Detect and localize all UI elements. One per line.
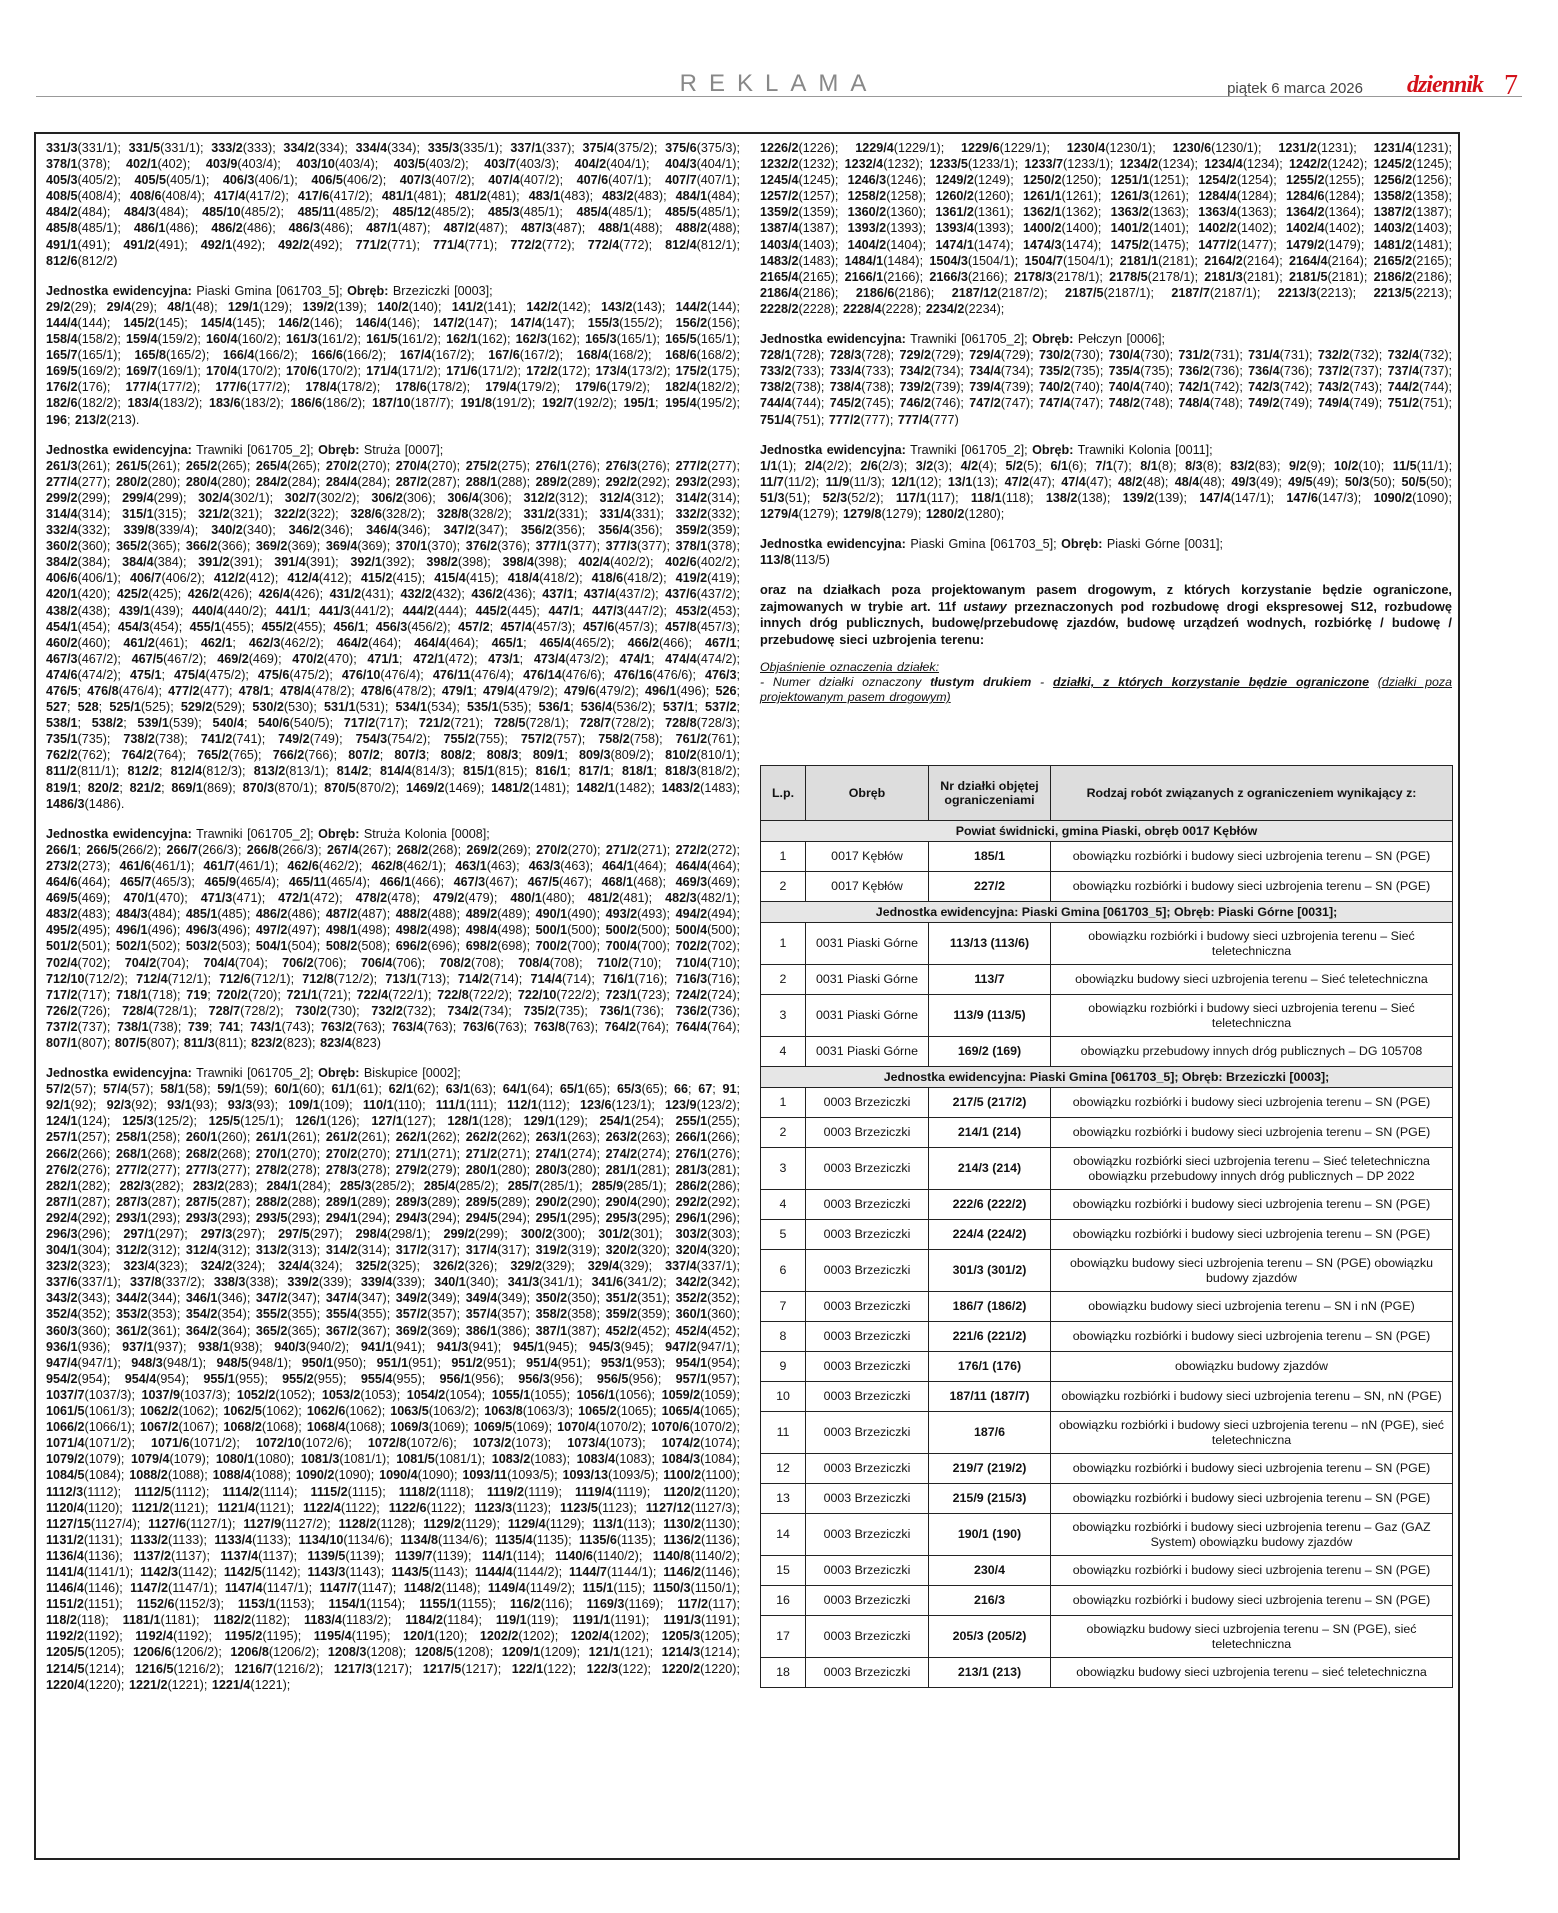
table-row [761,1118,1453,1148]
cell-lp: 2 [761,965,806,995]
cell-nr: 216/3 [929,1586,1051,1616]
cell-obreb: 0003 Brzeziczki [806,1586,929,1616]
cell-lp: 9 [761,1352,806,1382]
cell-nr: 187/11 (187/7) [929,1382,1051,1412]
parcel-list: 266/1; 266/5(266/2); 266/7(266/3); 266/8(266/3); 267/4(267); 268/2(268); 269/2(269); 270/2(270); 271/2(271); 272/2(272); 273/2(273); 461/6(461/1); 461/7(461/1); 462/6(462/2); 462/8(462/1); 463/1(463); 463/3(463); 464/1(464); 464/4(464); 464/6(464); 465/7(465/3); 465/9(465/4); 465/11(465/4); 466/1(466); 467/3(467); 467/5(467); 468/1(468); 469/3(469); 469/5(469); 470/1(470); 471/3(471); 472/1(472); 478/2(478); 479/2(479); 480/1(480); 481/2(481); 482/3(482/1); 483/2(483); 484/3(484); 485/1(485); 486/2(486); 487/2(487); 488/2(488); 489/2(489); 490/1(490); 493/2(493); 494/2(494); 495/2(495); 496/1(496); 496/3(496); 497/2(497); 498/1(498); 498/2(498); 498/4(498); 500/1(500); 500/2(500); 500/4(500); 501/2(501); 502/1(502); 503/2(503); 504/1(504); 508/2(508); 696/2(696); 698/2(698); 700/2(700); 700/4(700); 702/2(702); 702/4(702); 704/2(704); 704/4(704); 706/2(706); 706/4(706); 708/2(708); 708/4(708); 710/2(710); 710/4(710); 712/10(712/2); 712/4(712/1); 712/6(712/1); 712/8(712/2); 713/1(713); 714/2(714); 714/4(714); 716/1(716); 716/3(716); 717/2(717); 718/1(718); 719; 720/2(720); 721/1(721); 722/4(722/1); 722/8(722/2); 722/10(722/2); 723/1(723); 724/2(724); 726/2(726); 728/4(728/1); 728/7(728/2); 730/2(730); 732/2(732); 734/2(734); 735/2(735); 736/1(736); 736/2(736); 737/2(737); 738/1(738); 739; 741; 743/1(743); 763/2(763); 763/4(763); 763/6(763); 763/8(763); 764/2(764); 764/4(764); 807/1(807); 807/5(807); 811/3(811); 823/2(823); 823/4(823) [46,842,741,1050]
section-heading: Jednostka ewidencyjna: Piaski Gmina [061703_5]; Obręb: Piaski Górne [0031]; [760,537,1223,552]
parcel-list: 113/8(113/5) [760,553,830,568]
cell-rodzaj: obowiązku rozbiórki i budowy sieci uzbrojenia terenu – Sieć teletechniczna [1051,923,1453,965]
cell-lp: 3 [761,995,806,1037]
cell-rodzaj: obowiązku rozbiórki i budowy sieci uzbrojenia terenu – SN, nN (PGE) [1051,1382,1453,1412]
cell-rodzaj: obowiązku przebudowy innych dróg publicznych – DG 105708 [1051,1037,1453,1067]
col-header-rodzaj: Rodzaj robót związanych z ograniczeniem wynikający z: [1051,766,1453,821]
cell-rodzaj: obowiązku rozbiórki i budowy sieci uzbrojenia terenu – SN (PGE) [1051,1118,1453,1148]
table-row [761,1190,1453,1220]
issue-date: piątek 6 marca 2026 [1227,80,1363,97]
table-row [761,1220,1453,1250]
col-header-lp: L.p. [761,766,806,821]
table-group-row [761,902,1453,923]
table-row [761,842,1453,872]
cell-nr: 230/4 [929,1556,1051,1586]
right-column [760,140,1452,719]
cell-lp: 4 [761,1037,806,1067]
cell-lp: 1 [761,923,806,965]
cell-rodzaj: obowiązku rozbiórki i budowy sieci uzbrojenia terenu – SN (PGE) [1051,872,1453,902]
cell-nr: 190/1 (190) [929,1514,1051,1556]
cell-nr: 227/2 [929,872,1051,902]
cell-nr: 215/9 (215/3) [929,1484,1051,1514]
table-row [761,1292,1453,1322]
parcel-list: 728/1(728); 728/3(728); 729/2(729); 729/4(729); 730/2(730); 730/4(730); 731/2(731); 731/4(731); 732/2(732); 732/4(732); 733/2(733); 733/4(733); 734/2(734); 734/4(734); 735/2(735); 735/4(735); 736/2(736); 736/4(736); 737/2(737); 737/4(737); 738/2(738); 738/4(738); 739/2(739); 739/4(739); 740/2(740); 740/4(740); 742/1(742); 742/3(742); 743/2(743); 744/2(744); 744/4(744); 745/2(745); 746/2(746); 747/2(747); 747/4(747); 748/2(748); 748/4(748); 749/2(749); 749/4(749); 751/2(751); 751/4(751); 777/2(777); 777/4(777) [760,348,1453,427]
section-heading: Jednostka ewidencyjna: Trawniki [061705_2]; Obręb: Biskupice [0002]; [46,1066,461,1081]
legend-explanation [760,660,1452,705]
cell-lp: 18 [761,1658,806,1688]
cell-nr: 301/3 (301/2) [929,1250,1051,1292]
cell-obreb: 0003 Brzeziczki [806,1556,929,1586]
cell-obreb: 0017 Kębłów [806,842,929,872]
cell-lp: 3 [761,1148,806,1190]
section-heading: Jednostka ewidencyjna: Trawniki [061705_2]; Obręb: Pełczyn [0006]; [760,332,1165,347]
cell-nr: 113/7 [929,965,1051,995]
table-row [761,1514,1453,1556]
cell-rodzaj: obowiązku budowy sieci uzbrojenia terenu – sieć teletechniczna [1051,1658,1453,1688]
restrictions-table [760,765,1453,1688]
cell-obreb: 0003 Brzeziczki [806,1088,929,1118]
table-row [761,923,1453,965]
cell-rodzaj: obowiązku budowy zjazdów [1051,1352,1453,1382]
cell-lp: 16 [761,1586,806,1616]
table-row [761,1586,1453,1616]
cell-rodzaj: obowiązku rozbiórki i budowy sieci uzbrojenia terenu – SN (PGE) [1051,1454,1453,1484]
table-row [761,1454,1453,1484]
table-group-title: Jednostka ewidencyjna: Piaski Gmina [061703_5]; Obręb: Piaski Górne [0031]; [761,902,1453,923]
col-header-obreb: Obręb [806,766,929,821]
cell-obreb: 0003 Brzeziczki [806,1514,929,1556]
cell-obreb: 0003 Brzeziczki [806,1484,929,1514]
page-header [0,0,1558,110]
cell-nr: 213/1 (213) [929,1658,1051,1688]
cell-lp: 14 [761,1514,806,1556]
cell-rodzaj: obowiązku budowy sieci uzbrojenia terenu – Sieć teletechniczna [1051,965,1453,995]
page-number: 7 [1504,70,1518,101]
cell-lp: 5 [761,1220,806,1250]
cell-rodzaj: obowiązku rozbiórki i budowy sieci uzbrojenia terenu – SN (PGE) [1051,842,1453,872]
cell-nr: 185/1 [929,842,1051,872]
section-heading: Jednostka ewidencyjna: Trawniki [061705_2]; Obręb: Struża [0007]; [46,442,444,457]
cell-lp: 11 [761,1412,806,1454]
cell-lp: 4 [761,1190,806,1220]
cell-obreb: 0003 Brzeziczki [806,1352,929,1382]
table-row [761,1037,1453,1067]
cell-obreb: 0003 Brzeziczki [806,1382,929,1412]
cell-rodzaj: obowiązku rozbiórki i budowy sieci uzbrojenia terenu – SN (PGE) [1051,1484,1453,1514]
cell-obreb: 0003 Brzeziczki [806,1220,929,1250]
cell-lp: 6 [761,1250,806,1292]
cell-rodzaj: obowiązku rozbiórki sieci uzbrojenia terenu – Sieć teletechniczna obowiązku przebudowy innych dróg publicznych – DP 2022 [1051,1148,1453,1190]
col-header-nr: Nr działki objętej ograniczeniami [929,766,1051,821]
cell-lp: 7 [761,1292,806,1322]
table-row [761,1352,1453,1382]
parcel-list: 261/3(261); 261/5(261); 265/2(265); 265/4(265); 270/2(270); 270/4(270); 275/2(275); 276/1(276); 276/3(276); 277/2(277); 277/4(277); 280/2(280); 280/4(280); 284/2(284); 284/4(284); 287/2(287); 288/1(288); 289/2(289); 292/2(292); 293/2(293); 299/2(299); 299/4(299); 302/4(302/1); 302/7(302/2); 306/2(306); 306/4(306); 312/2(312); 312/4(312); 314/2(314); 314/4(314); 315/1(315); 321/2(321); 322/2(322); 328/6(328/2); 328/8(328/2); 331/2(331); 331/4(331); 332/2(332); 332/4(332); 339/8(339/4); 340/2(340); 346/2(346); 346/4(346); 347/2(347); 356/2(356); 356/4(356); 359/2(359); 360/2(360); 365/2(365); 366/2(366); 369/2(369); 369/4(369); 370/1(370); 376/2(376); 377/1(377); 377/3(377); 378/1(378); 384/2(384); 384/4(384); 391/2(391); 391/4(391); 392/1(392); 398/2(398); 398/4(398); 402/4(402/2); 402/6(402/2); 406/6(406/1); 406/7(406/2); 412/2(412); 412/4(412); 415/2(415); 415/4(415); 418/4(418/2); 418/6(418/2); 419/2(419); 420/1(420); 425/2(425); 426/2(426); 426/4(426); 431/2(431); 432/2(432); 436/2(436); 437/1; 437/4(437/2); 437/6(437/2); 438/2(438); 439/1(439); 440/4(440/2); 441/1; 441/3(441/2); 444/2(444); 445/2(445); 447/1; 447/3(447/2); 453/2(453); 454/1(454); 454/3(454); 455/1(455); 455/2(455); 456/1; 456/3(456/2); 457/2; 457/4(457/3); 457/6(457/3); 457/8(457/3); 460/2(460); 461/2(461); 462/1; 462/3(462/2); 464/2(464); 464/4(464); 465/1; 465/4(465/2); 466/2(466); 467/1; 467/3(467/2); 467/5(467/2); 469/2(469); 470/2(470); 471/1; 472/1(472); 473/1; 473/4(473/2); 474/1; 474/4(474/2); 474/6(474/2); 475/1; 475/4(475/2); 475/6(475/2); 476/10(476/4); 476/11(476/4); 476/14(476/6); 476/16(476/6); 476/3; 476/5; 476/8(476/4); 477/2(477); 478/1; 478/4(478/2); 478/6(478/2); 479/1; 479/4(479/2); 479/6(479/2); 496/1(496); 526; 527; 528; 525/1(525); 529/2(529); 530/2(530); 531/1(531); 534/1(534); 535/1(535); 536/1; 536/4(536/2); 537/1; 537/2; 538/1; 538/2; 539/1(539); 540/4; 540/6(540/5); 717/2(717); 721/2(721); 728/5(728/1); 728/7(728/2); 728/8(728/3); 735/1(735); 738/2(738); 741/2(741); 749/2(749); 754/3(754/2); 755/2(755); 757/2(757); 758/2(758); 761/2(761); 762/2(762); 764/2(764); 765/2(765); 766/2(766); 807/2; 807/3; 808/2; 808/3; 809/1; 809/3(809/2); 810/2(810/1); 811/2(811/1); 812/2; 812/4(812/3); 813/2(813/1); 814/2; 814/4(814/3); 815/1(815); 816/1; 817/1; 818/1; 818/3(818/2); 819/1; 820/2; 821/2; 869/1(869); 870/3(870/1); 870/5(870/2); 1469/2(1469); 1481/2(1481); 1482/1(1482); 1483/2(1483); 1486/3(1486). [46,458,741,811]
cell-nr: 221/6 (221/2) [929,1322,1051,1352]
legend-text: - Numer działki oznaczony tłustym drukiem - działki, z których korzystanie będzie ograniczone (działki poza projektowanym pasem drogowym) [760,675,1453,705]
cell-nr: 113/9 (113/5) [929,995,1051,1037]
table-group-row [761,821,1453,842]
cell-obreb: 0003 Brzeziczki [806,1616,929,1658]
cell-obreb: 0003 Brzeziczki [806,1118,929,1148]
table-row [761,1658,1453,1688]
cell-rodzaj: obowiązku rozbiórki i budowy sieci uzbrojenia terenu – SN (PGE) [1051,1190,1453,1220]
cell-lp: 10 [761,1382,806,1412]
notice-paragraph: oraz na działkach poza projektowanym pasem drogowym, z których korzystanie będzie ograniczone, zajmowanych w trybie art. 11f ustawy przeznaczonych pod rozbudowę drogi ekspresowej S12, rozbudowę innych dróg publicznych, budowę/przebudowę zjazdów, budowę urządzeń wodnych, rozbiórkę / budowę / przebudowę sieci uzbrojenia terenu: [760,582,1452,647]
cell-nr: 176/1 (176) [929,1352,1051,1382]
table-row [761,872,1453,902]
table-row [761,1412,1453,1454]
table-row [761,1382,1453,1412]
parcel-list: 331/3(331/1); 331/5(331/1); 333/2(333); 334/2(334); 334/4(334); 335/3(335/1); 337/1(337); 375/4(375/2); 375/6(375/3); 378/1(378); 402/1(402); 403/9(403/4); 403/10(403/4); 403/5(403/2); 403/7(403/3); 404/2(404/1); 404/3(404/1); 405/3(405/2); 405/5(405/1); 406/3(406/1); 406/5(406/2); 407/3(407/2); 407/4(407/2); 407/6(407/1); 407/7(407/1); 408/5(408/4); 408/6(408/4); 417/4(417/2); 417/6(417/2); 481/1(481); 481/2(481); 483/1(483); 483/2(483); 484/1(484); 484/2(484); 484/3(484); 485/10(485/2); 485/11(485/2); 485/12(485/2); 485/3(485/1); 485/4(485/1); 485/5(485/1); 485/8(485/1); 486/1(486); 486/2(486); 486/3(486); 487/1(487); 487/2(487); 487/3(487); 488/1(488); 488/2(488); 491/1(491); 491/2(491); 492/1(492); 492/2(492); 771/2(771); 771/4(771); 772/2(772); 772/4(772); 812/4(812/1); 812/6(812/2) [46,141,741,268]
cell-lp: 2 [761,1118,806,1148]
cell-obreb: 0003 Brzeziczki [806,1292,929,1322]
cell-rodzaj: obowiązku rozbiórki i budowy sieci uzbrojenia terenu – SN (PGE) [1051,1088,1453,1118]
cell-obreb: 0031 Piaski Górne [806,965,929,995]
left-column [46,140,740,1707]
cell-nr: 187/6 [929,1412,1051,1454]
cell-lp: 1 [761,1088,806,1118]
table-row [761,1484,1453,1514]
cell-lp: 13 [761,1484,806,1514]
cell-obreb: 0031 Piaski Górne [806,923,929,965]
cell-obreb: 0003 Brzeziczki [806,1190,929,1220]
cell-rodzaj: obowiązku rozbiórki i budowy sieci uzbrojenia terenu – SN (PGE) [1051,1586,1453,1616]
cell-lp: 2 [761,872,806,902]
table-row [761,965,1453,995]
cell-lp: 8 [761,1322,806,1352]
cell-rodzaj: obowiązku rozbiórki i budowy sieci uzbrojenia terenu – Sieć teletechniczna [1051,995,1453,1037]
table-group-row [761,1067,1453,1088]
cell-nr: 219/7 (219/2) [929,1454,1051,1484]
cell-obreb: 0003 Brzeziczki [806,1454,929,1484]
newspaper-logo: dziennik [1406,72,1483,98]
cell-nr: 169/2 (169) [929,1037,1051,1067]
cell-obreb: 0003 Brzeziczki [806,1412,929,1454]
cell-lp: 17 [761,1616,806,1658]
cell-rodzaj: obowiązku budowy sieci uzbrojenia terenu – SN (PGE) obowiązku budowy zjazdów [1051,1250,1453,1292]
parcel-list: 57/2(57); 57/4(57); 58/1(58); 59/1(59); 60/1(60); 61/1(61); 62/1(62); 63/1(63); 64/1(64); 65/1(65); 65/3(65); 66; 67; 91; 92/1(92); 92/3(92); 93/1(93); 93/3(93); 109/1(109); 110/1(110); 111/1(111); 112/1(112); 123/6(123/1); 123/9(123/2); 124/1(124); 125/3(125/2); 125/5(125/1); 126/1(126); 127/1(127); 128/1(128); 129/1(129); 254/1(254); 255/1(255); 257/1(257); 258/1(258); 260/1(260); 261/1(261); 261/2(261); 262/1(262); 262/2(262); 263/1(263); 263/2(263); 266/1(266); 266/2(266); 268/1(268); 268/2(268); 270/1(270); 270/2(270); 271/1(271); 271/2(271); 274/1(274); 274/2(274); 276/1(276); 276/2(276); 277/2(277); 277/3(277); 278/2(278); 278/3(278); 279/2(279); 280/1(280); 280/3(280); 281/1(281); 281/3(281); 282/1(282); 282/3(282); 283/2(283); 284/1(284); 285/3(285/2); 285/4(285/2); 285/7(285/1); 285/9(285/1); 286/2(286); 287/1(287); 287/3(287); 287/5(287); 288/2(288); 289/1(289); 289/3(289); 289/5(289); 290/2(290); 290/4(290); 292/2(292); 292/4(292); 293/1(293); 293/3(293); 293/5(293); 294/1(294); 294/3(294); 294/5(294); 295/1(295); 295/3(295); 296/1(296); 296/3(296); 297/1(297); 297/3(297); 297/5(297); 298/4(298/1); 299/2(299); 300/2(300); 301/2(301); 303/2(303); 304/1(304); 312/2(312); 312/4(312); 313/2(313); 314/2(314); 317/2(317); 317/4(317); 319/2(319); 320/2(320); 320/4(320); 323/2(323); 323/4(323); 324/2(324); 324/4(324); 325/2(325); 326/2(326); 329/2(329); 329/4(329); 337/4(337/1); 337/6(337/1); 337/8(337/2); 338/3(338); 339/2(339); 339/4(339); 340/1(340); 341/3(341/1); 341/6(341/2); 342/2(342); 343/2(343); 344/2(344); 346/1(346); 347/2(347); 347/4(347); 349/2(349); 349/4(349); 350/2(350); 351/2(351); 352/2(352); 352/4(352); 353/2(353); 354/2(354); 355/2(355); 355/4(355); 357/2(357); 357/4(357); 358/2(358); 359/2(359); 360/1(360); 360/3(360); 361/2(361); 364/2(364); 365/2(365); 367/2(367); 369/2(369); 386/1(386); 387/1(387); 452/2(452); 452/4(452); 936/1(936); 937/1(937); 938/1(938); 940/3(940/2); 941/1(941); 941/3(941); 945/1(945); 945/3(945); 947/2(947/1); 947/4(947/1); 948/3(948/1); 948/5(948/1); 950/1(950); 951/1(951); 951/2(951); 951/4(951); 953/1(953); 954/1(954); 954/2(954); 954/4(954); 955/1(955); 955/2(955); 955/4(955); 956/1(956); 956/3(956); 956/5(956); 957/1(957); 1037/7(1037/3); 1037/9(1037/3); 1052/2(1052); 1053/2(1053); 1054/2(1054); 1055/1(1055); 1056/1(1056); 1059/2(1059); 1061/5(1061/3); 1062/2(1062); 1062/5(1062); 1062/6(1062); 1063/5(1063/2); 1063/8(1063/3); 1065/2(1065); 1065/4(1065); 1066/2(1066/1); 1067/2(1067); 1068/2(1068); 1068/4(1068); 1069/3(1069); 1069/5(1069); 1070/4(1070/2); 1070/6(1070/2); 1071/4(1071/2); 1071/6(1071/2); 1072/10(1072/6); 1072/8(1072/6); 1073/2(1073); 1073/4(1073); 1074/2(1074); 1079/2(1079); 1079/4(1079); 1080/1(1080); 1081/3(1081/1); 1081/5(1081/1); 1083/2(1083); 1083/4(1083); 1084/3(1084); 1084/5(1084); 1088/2(1088); 1088/4(1088); 1090/2(1090); 1090/4(1090); 1093/11(1093/5); 1093/13(1093/5); 1100/2(1100); 1112/3(1112); 1112/5(1112); 1114/2(1114); 1115/2(1115); 1118/2(1118); 1119/2(1119); 1119/4(1119); 1120/2(1120); 1120/4(1120); 1121/2(1121); 1121/4(1121); 1122/4(1122); 1122/6(1122); 1123/3(1123); 1123/5(1123); 1127/12(1127/3); 1127/15(1127/4); 1127/6(1127/1); 1127/9(1127/2); 1128/2(1128); 1129/2(1129); 1129/4(1129); 113/1(113); 1130/2(1130); 1131/2(1131); 1133/2(1133); 1133/4(1133); 1134/10(1134/6); 1134/8(1134/6); 1135/4(1135); 1135/6(1135); 1136/2(1136); 1136/4(1136); 1137/2(1137); 1137/4(1137); 1139/5(1139); 1139/7(1139); 114/1(114); 1140/6(1140/2); 1140/8(1140/2); 1141/4(1141/1); 1142/3(1142); 1142/5(1142); 1143/3(1143); 1143/5(1143); 1144/4(1144/2); 1144/7(1144/1); 1146/2(1146); 1146/4(1146); 1147/2(1147/1); 1147/4(1147/1); 1147/7(1147); 1148/2(1148); 1149/4(1149/2); 115/1(115); 1150/3(1150/1); 1151/2(1151); 1152/6(1152/3); 1153/1(1153); 1154/1(1154); 1155/1(1155); 116/2(116); 1169/3(1169); 117/2(117); 118/2(118); 1181/1(1181); 1182/2(1182); 1183/4(1183/2); 1184/2(1184); 119/1(119); 1191/1(1191); 1191/3(1191); 1192/2(1192); 1192/4(1192); 1195/2(1195); 1195/4(1195); 120/1(120); 1202/2(1202); 1202/4(1202); 1205/3(1205); 1205/5(1205); 1206/6(1206/2); 1206/8(1206/2); 1208/3(1208); 1208/5(1208); 1209/1(1209); 121/1(121); 1214/3(1214); 1214/5(1214); 1216/5(1216/2); 1216/7(1216/2); 1217/3(1217); 1217/5(1217); 122/1(122); 122/3(122); 1220/2(1220); 1220/4(1220); 1221/2(1221); 1221/4(1221); [46,1082,741,1692]
cell-obreb: 0031 Piaski Górne [806,995,929,1037]
legend-title: Objaśnienie oznaczenia działek: [760,660,940,675]
cell-rodzaj: obowiązku rozbiórki i budowy sieci uzbrojenia terenu – nN (PGE), sieć teletechniczna [1051,1412,1453,1454]
table-group-title: Jednostka ewidencyjna: Piaski Gmina [061703_5]; Obręb: Brzeziczki [0003]; [761,1067,1453,1088]
cell-obreb: 0003 Brzeziczki [806,1250,929,1292]
parcel-list: 1226/2(1226); 1229/4(1229/1); 1229/6(1229/1); 1230/4(1230/1); 1230/6(1230/1); 1231/2(1231); 1231/4(1231); 1232/2(1232); 1232/4(1232); 1233/5(1233/1); 1233/7(1233/1); 1234/2(1234); 1234/4(1234); 1242/2(1242); 1245/2(1245); 1245/4(1245); 1246/3(1246); 1249/2(1249); 1250/2(1250); 1251/1(1251); 1254/2(1254); 1255/2(1255); 1256/2(1256); 1257/2(1257); 1258/2(1258); 1260/2(1260); 1261/1(1261); 1261/3(1261); 1284/4(1284); 1284/6(1284); 1358/2(1358); 1359/2(1359); 1360/2(1360); 1361/2(1361); 1362/1(1362); 1363/2(1363); 1363/4(1363); 1364/2(1364); 1387/2(1387); 1387/4(1387); 1393/2(1393); 1393/4(1393); 1400/2(1400); 1401/2(1401); 1402/2(1402); 1402/4(1402); 1403/2(1403); 1403/4(1403); 1404/2(1404); 1474/1(1474); 1474/3(1474); 1475/2(1475); 1477/2(1477); 1479/2(1479); 1481/2(1481); 1483/2(1483); 1484/1(1484); 1504/3(1504/1); 1504/7(1504/1); 2181/1(2181); 2164/2(2164); 2164/4(2164); 2165/2(2165); 2165/4(2165); 2166/1(2166); 2166/3(2166); 2178/3(2178/1); 2178/5(2178/1); 2181/3(2181); 2181/5(2181); 2186/2(2186); 2186/4(2186); 2186/6(2186); 2187/12(2187/2); 2187/5(2187/1); 2187/7(2187/1); 2213/3(2213); 2213/5(2213); 2228/2(2228); 2228/4(2228); 2234/2(2234); [760,141,1453,316]
cell-obreb: 0003 Brzeziczki [806,1322,929,1352]
cell-nr: 224/4 (224/2) [929,1220,1051,1250]
cell-nr: 214/3 (214) [929,1148,1051,1190]
cell-obreb: 0003 Brzeziczki [806,1148,929,1190]
table-row [761,1088,1453,1118]
cell-rodzaj: obowiązku budowy sieci uzbrojenia terenu – SN (PGE), sieć teletechniczna [1051,1616,1453,1658]
table-row [761,1322,1453,1352]
cell-lp: 1 [761,842,806,872]
table-row [761,1148,1453,1190]
section-heading: Jednostka ewidencyjna: Trawniki [061705_2]; Obręb: Trawniki Kolonia [0011]; [760,442,1213,457]
cell-nr: 214/1 (214) [929,1118,1051,1148]
parcel-list: 29/2(29); 29/4(29); 48/1(48); 129/1(129); 139/2(139); 140/2(140); 141/2(141); 142/2(142); 143/2(143); 144/2(144); 144/4(144); 145/2(145); 145/4(145); 146/2(146); 146/4(146); 147/2(147); 147/4(147); 155/3(155/2); 156/2(156); 158/4(158/2); 159/4(159/2); 160/4(160/2); 161/3(161/2); 161/5(161/2); 162/1(162); 162/3(162); 165/3(165/1); 165/5(165/1); 165/7(165/1); 165/8(165/2); 166/4(166/2); 166/6(166/2); 167/4(167/2); 167/6(167/2); 168/4(168/2); 168/6(168/2); 169/5(169/2); 169/7(169/1); 170/4(170/2); 170/6(170/2); 171/4(171/2); 171/6(171/2); 172/2(172); 173/4(173/2); 175/2(175); 176/2(176); 177/4(177/2); 177/6(177/2); 178/4(178/2); 178/6(178/2); 179/4(179/2); 179/6(179/2); 182/4(182/2); 182/6(182/2); 183/4(183/2); 183/6(183/2); 186/6(186/2); 187/10(187/7); 191/8(191/2); 192/7(192/2); 195/1; 195/4(195/2); 196; 213/2(213). [46,299,741,427]
cell-rodzaj: obowiązku rozbiórki i budowy sieci uzbrojenia terenu – SN (PGE) [1051,1556,1453,1586]
cell-rodzaj: obowiązku rozbiórki i budowy sieci uzbrojenia terenu – Gaz (GAZ System) obowiązku budowy zjazdów [1051,1514,1453,1556]
section-heading: Jednostka ewidencyjna: Piaski Gmina [061703_5]; Obręb: Brzeziczki [0003]; [46,283,493,298]
table-row [761,1250,1453,1292]
table-group-title: Powiat świdnicki, gmina Piaski, obręb 0017 Kębłów [761,821,1453,842]
table-row [761,1556,1453,1586]
cell-nr: 113/13 (113/6) [929,923,1051,965]
cell-obreb: 0031 Piaski Górne [806,1037,929,1067]
cell-rodzaj: obowiązku rozbiórki i budowy sieci uzbrojenia terenu – SN (PGE) [1051,1322,1453,1352]
cell-nr: 186/7 (186/2) [929,1292,1051,1322]
section-label: REKLAMA [679,70,879,97]
cell-lp: 15 [761,1556,806,1586]
parcel-list: 1/1(1); 2/4(2/2); 2/6(2/3); 3/2(3); 4/2(4); 5/2(5); 6/1(6); 7/1(7); 8/1(8); 8/3(8); 83/2(83); 9/2(9); 10/2(10); 11/5(11/1); 11/7(11/2); 11/9(11/3); 12/1(12); 13/1(13); 47/2(47); 47/4(47); 48/2(48); 48/4(48); 49/3(49); 49/5(49); 50/3(50); 50/5(50); 51/3(51); 52/3(52/2); 117/1(117); 118/1(118); 138/2(138); 139/2(139); 147/4(147/1); 147/6(147/3); 1090/2(1090); 1279/4(1279); 1279/8(1279); 1280/2(1280); [760,458,1453,521]
cell-obreb: 0017 Kębłów [806,872,929,902]
cell-nr: 205/3 (205/2) [929,1616,1051,1658]
table-row [761,1616,1453,1658]
table-row [761,995,1453,1037]
cell-nr: 222/6 (222/2) [929,1190,1051,1220]
cell-obreb: 0003 Brzeziczki [806,1658,929,1688]
section-heading: Jednostka ewidencyjna: Trawniki [061705_2]; Obręb: Struża Kolonia [0008]; [46,826,490,841]
cell-nr: 217/5 (217/2) [929,1088,1051,1118]
cell-rodzaj: obowiązku budowy sieci uzbrojenia terenu – SN i nN (PGE) [1051,1292,1453,1322]
cell-rodzaj: obowiązku rozbiórki i budowy sieci uzbrojenia terenu – SN (PGE) [1051,1220,1453,1250]
cell-lp: 12 [761,1454,806,1484]
